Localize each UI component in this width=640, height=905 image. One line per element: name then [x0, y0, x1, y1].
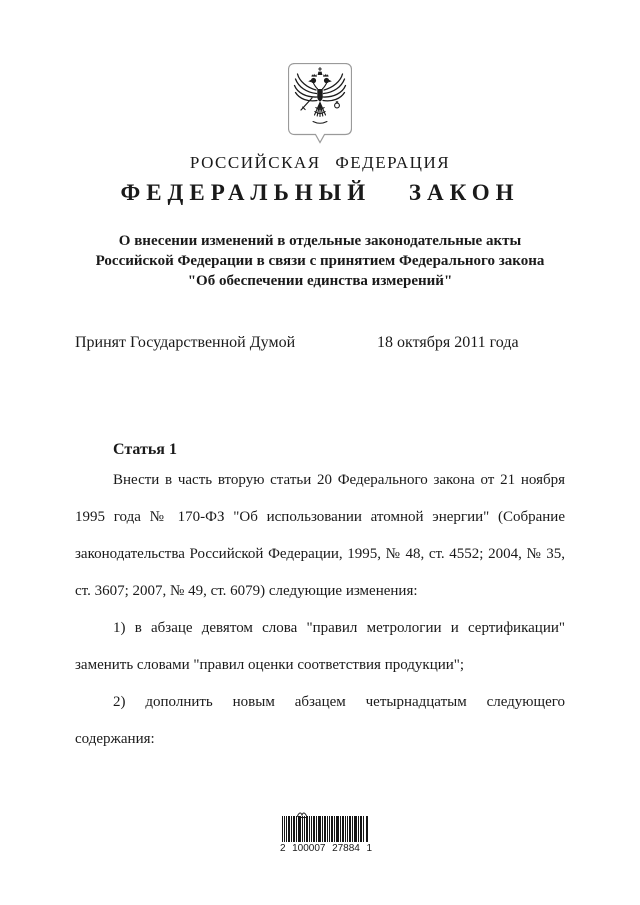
barcode-icon — [282, 816, 368, 842]
body-line: законодательства Российской Федерации, 1995, № 48, ст. 4552; 2004, № 35, — [75, 546, 565, 562]
barcode-number — [280, 843, 372, 854]
body-line: Внести в часть вторую статьи 20 Федерального закона от 21 ноября — [113, 472, 565, 488]
adopted-by-label: Принят Государственной Думой — [75, 334, 296, 351]
barcode-digit-group: 27884 — [332, 843, 360, 854]
subject-line: "Об обеспечении единства измерений" — [187, 273, 453, 289]
body-line: заменить словами "правил оценки соответствия продукции"; — [75, 657, 465, 673]
article-heading: Статья 1 — [113, 441, 177, 458]
body-line: 1995 года № 170-ФЗ "Об использовании атомной энергии" (Собрание — [75, 509, 565, 525]
body-line: ст. 3607; 2007, № 49, ст. 6079) следующие изменения: — [75, 583, 418, 599]
country-title: РОССИЙСКАЯ ФЕДЕРАЦИЯ — [189, 153, 451, 172]
adopted-date: 18 октября 2011 года — [377, 334, 519, 351]
body-line: содержания: — [75, 731, 155, 747]
double-headed-eagle-icon — [288, 63, 352, 144]
barcode-digit-group: 1 — [366, 843, 372, 854]
coat-of-arms-emblem — [288, 63, 352, 144]
law-type-title: ФЕДЕРАЛЬНЫЙ ЗАКОН — [120, 180, 520, 205]
adoption-row — [75, 334, 565, 354]
subject-line: О внесении изменений в отдельные законодательные акты — [118, 233, 522, 249]
barcode-digit-group: 100007 — [292, 843, 326, 854]
barcode-top-mark-icon — [280, 806, 372, 816]
body-line: 1) в абзаце девятом слова "правил метрологии и сертификации" — [113, 620, 565, 636]
subject-line: Российской Федерации в связи с принятием Федерального закона — [95, 253, 545, 269]
body-line: 2) дополнить новым абзацем четырнадцатым следующего — [113, 694, 565, 710]
barcode-digit-group: 2 — [280, 843, 286, 854]
article-body — [75, 462, 565, 758]
barcode-block — [280, 806, 372, 854]
law-subject-title — [40, 231, 600, 291]
